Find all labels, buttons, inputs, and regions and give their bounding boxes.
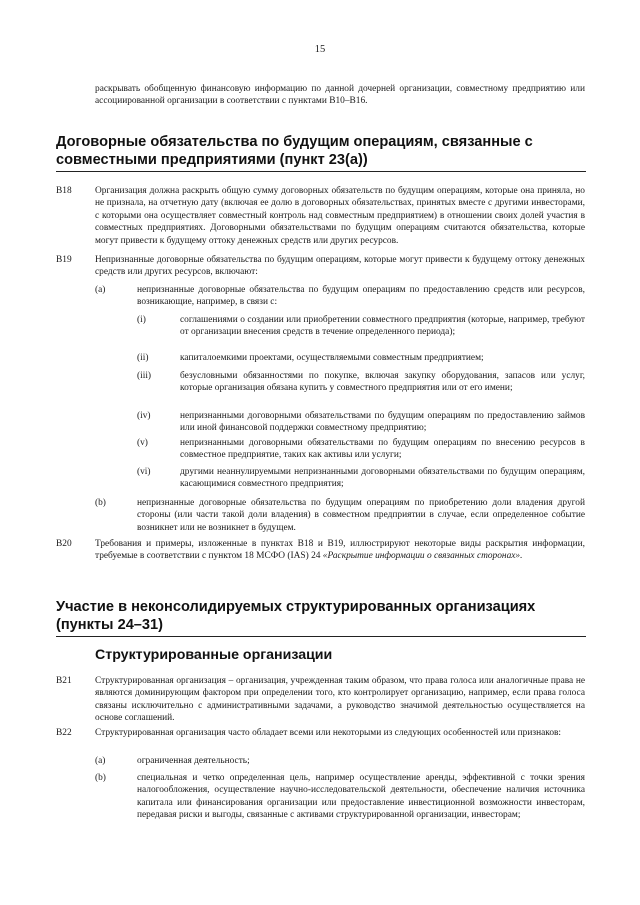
paragraph-b19: Непризнанные договорные обязательства по будущим операциям, которые могут привести к будущему оттоку денежных средств или других ресурсов, включают: [95, 255, 585, 278]
subitem-label-iii: (iii) [137, 371, 152, 381]
section-heading-line2: совместными предприятиями (пункт 23(a)) [56, 152, 368, 168]
paragraph-label-b20: B20 [56, 539, 72, 549]
subitem-label-i: (i) [137, 315, 146, 325]
paragraph-label-b18: B18 [56, 186, 72, 196]
item-b22-b: специальная и четко определенная цель, например осуществление аренды, эффективной с точки зрения налогообложения, осуществление научно-исследовательской деятельности, обеспечение наличия источника капитала или финансирования организации или предоставление инвестиционной возможности инвесторам, передавая риски и выгоды, связанные с активами структурированной организации, инвесторам; [137, 773, 585, 821]
paragraph-b20 [95, 538, 585, 563]
heading-underline-2 [56, 636, 586, 637]
item-label-b22-a: (a) [95, 756, 106, 766]
heading-underline [56, 171, 586, 172]
section2-heading-line2: (пункты 24–31) [56, 617, 164, 633]
subitem-label-iv: (iv) [137, 411, 151, 421]
item-b19-a: непризнанные договорные обязательства по будущим операциям по предоставлению средств или ресурсов, возникающие, например, в связи с: [137, 285, 585, 308]
page-number: 15 [314, 44, 326, 55]
subitem-ii: капиталоемкими проектами, осуществляемыми совместным предприятием; [180, 353, 484, 363]
subitem-v: непризнанными договорными обязательствами по будущим операциям по внесению ресурсов в совместное предприятие, таких как активы или услуги; [180, 438, 585, 461]
subitem-label-v: (v) [137, 438, 148, 448]
item-label-b19-a: (a) [95, 285, 106, 295]
item-b19-b: непризнанные договорные обязательства по будущим операциям по приобретению доли владения другой стороны (или части такой доли владения) в совместном предприятии в случае, если определенное событие возникнет или не возникнет в будущем. [137, 498, 585, 533]
subitem-label-vi: (vi) [137, 467, 151, 477]
paragraph-label-b22: B22 [56, 728, 72, 738]
subitem-i: соглашениями о создании или приобретении совместного предприятия (которые, например, требуют от организации внесения средств в течение определенного периода); [180, 315, 585, 338]
section-heading-commitments [56, 133, 586, 169]
subitem-iii: безусловными обязанностями по покупке, включая закупку оборудования, запасов или услуг, которые организация обязана купить у совместного предприятия или от его имени; [180, 371, 585, 394]
item-b22-a: ограниченная деятельность; [137, 756, 250, 766]
subitem-label-ii: (ii) [137, 353, 149, 363]
intro-paragraph: раскрывать обобщенную финансовую информацию по данной дочерней организации, совместному предприятию или ассоциированной организации в соответствии с пунктами B10–B16. [95, 84, 585, 107]
item-label-b19-b: (b) [95, 498, 106, 508]
paragraph-b18: Организация должна раскрыть общую сумму договорных обязательств по будущим операциям, которые она приняла, но не признала, на отчетную дату (включая ее долю в договорных обязательствах, принятых вместе с другими инвесторами, с которыми она осуществляет совместный контроль над совместным предприятием) в отношении своих долей участия в совместных предприятиях. Договорными обязательствами по будущим операциям считаются обязательства, которые могут привести к будущему оттоку денежных средств или других ресурсов. [95, 186, 585, 246]
paragraph-b22: Структурированная организация часто обладает всеми или некоторыми из следующих особенностей или признаков: [95, 728, 562, 738]
paragraph-b20-text: Требования и примеры, изложенные в пунктах B18 и B19, иллюстрируют некоторые виды раскрытия информации, требуемые в соответствии с пунктом 18 МСФО (IAS) 24 [95, 539, 585, 562]
section2-heading-line1: Участие в неконсолидируемых структурированных организациях [56, 599, 536, 615]
item-label-b22-b: (b) [95, 773, 106, 783]
paragraph-b20-italic-title: «Раскрытие информации о связанных сторонах». [322, 551, 523, 562]
section-heading-line1: Договорные обязательства по будущим операциям, связанные с [56, 134, 533, 150]
paragraph-label-b19: B19 [56, 255, 72, 265]
subitem-vi: другими неаннулируемыми непризнанными договорными обязательствами по будущим операциям, касающимися совместного предприятия; [180, 467, 585, 490]
section-heading-line2-wrap [56, 151, 368, 169]
paragraph-label-b21: B21 [56, 676, 72, 686]
paragraph-b21: Структурированная организация – организация, учрежденная таким образом, что права голоса или аналогичные права не являются доминирующим фактором при определении того, кто контролирует организацию, например, если права голоса связаны исключительно с административными задачами, а руководство значимой деятельностью осуществляется на основе соглашений. [95, 676, 585, 724]
subheading-structured-entities: Структурированные организации [95, 647, 333, 663]
section-heading-structured-entities [56, 598, 586, 634]
subitem-iv: непризнанными договорными обязательствами по будущим операциям по предоставлению займов или иной финансовой поддержки совместному предприятию; [180, 411, 585, 434]
